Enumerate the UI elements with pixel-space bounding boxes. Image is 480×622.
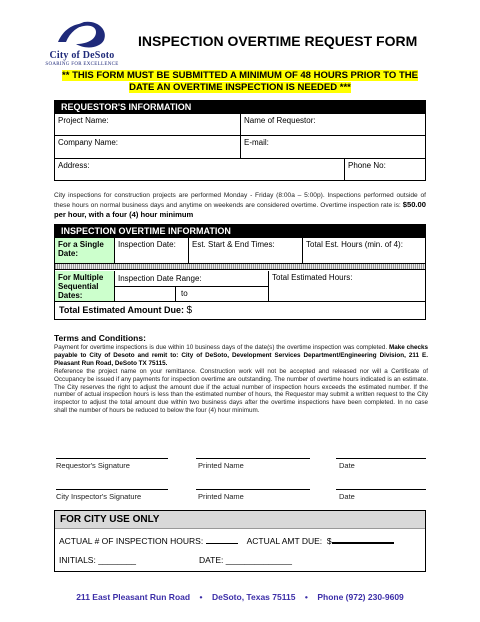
city-date-field[interactable]: DATE: ______________ bbox=[199, 555, 292, 565]
requestor-name-field[interactable] bbox=[241, 114, 425, 136]
actual-amt-label: ACTUAL AMT DUE: bbox=[246, 536, 323, 546]
warning-line-1: ** THIS FORM MUST BE SUBMITTED A MINIMUM OF 48 HOURS PRIOR TO THE bbox=[62, 70, 418, 81]
submission-warning bbox=[55, 70, 425, 94]
inspection-section bbox=[54, 224, 426, 320]
page-title: INSPECTION OVERTIME REQUEST FORM bbox=[138, 33, 418, 49]
inspector-signature-label: City Inspector's Signature bbox=[56, 492, 142, 501]
terms-remit: Make checks payable to City of Desoto and remit to: City of DeSoto, Development Services Department/Engineering Division, 211 E. Pleasant Run Road, DeSoto TX 75115. bbox=[54, 344, 428, 367]
terms-payment: Payment for overtime inspections is due within 10 business days of the date(s) the overtime inspection was completed. bbox=[54, 344, 388, 351]
city-tagline: SOARING FOR EXCELLENCE bbox=[45, 62, 119, 67]
overtime-rate: $50.00 per hour, with a four (4) hour minimum bbox=[54, 200, 426, 219]
total-est-hours-label: Total Est. Hours (min. of 4): bbox=[306, 240, 403, 249]
actual-hours-label: ACTUAL # OF INSPECTION HOURS: bbox=[59, 536, 204, 546]
date-range-split bbox=[175, 286, 176, 302]
date-label-1: Date bbox=[339, 461, 355, 470]
date-label-2: Date bbox=[339, 492, 355, 501]
footer-bullet-1: • bbox=[199, 592, 203, 602]
printed-name-label-1: Printed Name bbox=[198, 461, 244, 470]
date-line-1[interactable] bbox=[336, 458, 426, 459]
project-name-field[interactable] bbox=[55, 114, 241, 136]
company-name-field[interactable] bbox=[55, 136, 241, 159]
requestor-section bbox=[54, 100, 426, 181]
total-estimated-hours-field[interactable] bbox=[269, 271, 425, 302]
section-divider bbox=[55, 264, 425, 270]
terms-body bbox=[54, 344, 428, 415]
total-due-label: Total Estimated Amount Due: bbox=[59, 305, 185, 315]
total-estimated-hours-label: Total Estimated Hours: bbox=[272, 273, 353, 282]
note-text: City inspections for construction projects are performed Monday - Friday (8:00a – 5:00p). Inspections performed outside of these hours on normal business days and anytime on weekends are considered overtime. Overtime inspection rate is: bbox=[54, 192, 426, 209]
multiple-dates-label: For Multiple Sequential Dates: bbox=[55, 271, 115, 302]
inspection-date-label: Inspection Date: bbox=[118, 240, 176, 249]
phone-label: Phone No: bbox=[348, 161, 386, 170]
warning-line-2: DATE AN OVERTIME INSPECTION IS NEEDED *** bbox=[129, 82, 351, 93]
total-amount-due bbox=[59, 305, 192, 316]
project-name-label: Project Name: bbox=[58, 116, 109, 125]
phone-field[interactable] bbox=[345, 159, 425, 180]
date-line-2[interactable] bbox=[336, 489, 426, 490]
actual-amt-input[interactable] bbox=[332, 535, 394, 544]
requestor-header: REQUESTOR'S INFORMATION bbox=[55, 101, 425, 114]
inspection-date-field[interactable] bbox=[115, 238, 189, 264]
city-logo bbox=[40, 18, 124, 70]
printed-name-line-2[interactable] bbox=[196, 489, 310, 490]
footer-phone: Phone (972) 230-9609 bbox=[317, 592, 404, 602]
requestor-signature-label: Requestor's Signature bbox=[56, 461, 130, 470]
total-est-hours-field[interactable] bbox=[303, 238, 425, 264]
email-field[interactable] bbox=[241, 136, 425, 159]
terms-details: Reference the project name on your remittance. Construction work will not be accepted and released nor will a Certificate of Occupancy be issued if any payments for inspection overtime are outstanding. The number of overtime hours indicated is an estimate. The City reserves the right to adjust the amount due if the actual number of inspection hours exceeds the estimated number. If the number of actual inspection hours is less than the estimated number of hours, the Requestor may submit a written request to the City inspector to adjust the total amount due within two business days after the overtime inspections have been completed. In no case shall the number of hours be reduced to below the four (4) hour minimum. bbox=[54, 367, 428, 415]
actual-hours-input[interactable] bbox=[206, 535, 238, 544]
initials-field[interactable]: INITIALS: ________ bbox=[59, 555, 137, 565]
est-times-label: Est. Start & End Times: bbox=[192, 240, 275, 249]
city-name: City of DeSoto bbox=[49, 50, 115, 61]
total-due-currency: $ bbox=[186, 305, 193, 316]
footer-bullet-2: • bbox=[304, 592, 308, 602]
date-range-label: Inspection Date Range: bbox=[118, 274, 202, 283]
actual-hours-row bbox=[59, 535, 394, 546]
single-date-label: For a Single Date: bbox=[55, 238, 115, 264]
city-use-header: FOR CITY USE ONLY bbox=[55, 511, 425, 529]
date-range-field[interactable] bbox=[115, 271, 269, 302]
address-label: Address: bbox=[58, 161, 90, 170]
date-range-to: to bbox=[181, 289, 188, 298]
address-field[interactable] bbox=[55, 159, 345, 180]
requestor-signature-line[interactable] bbox=[56, 458, 168, 459]
overtime-rate-note bbox=[54, 191, 426, 220]
printed-name-label-2: Printed Name bbox=[198, 492, 244, 501]
terms-heading: Terms and Conditions: bbox=[54, 333, 146, 343]
est-times-field[interactable] bbox=[189, 238, 303, 264]
footer-city: DeSoto, Texas 75115 bbox=[211, 592, 296, 602]
date-range-divider bbox=[115, 286, 268, 287]
desoto-bird-logo-icon bbox=[54, 18, 110, 50]
footer-contact bbox=[0, 592, 480, 602]
company-name-label: Company Name: bbox=[58, 138, 119, 147]
requestor-name-label: Name of Requestor: bbox=[244, 116, 316, 125]
email-label: E-mail: bbox=[244, 138, 269, 147]
footer-address: 211 East Pleasant Run Road bbox=[76, 592, 191, 602]
inspection-header: INSPECTION OVERTIME INFORMATION bbox=[55, 225, 425, 238]
actual-amt-currency: $ bbox=[326, 536, 332, 546]
city-use-section bbox=[54, 510, 426, 572]
printed-name-line-1[interactable] bbox=[196, 458, 310, 459]
inspector-signature-line[interactable] bbox=[56, 489, 168, 490]
